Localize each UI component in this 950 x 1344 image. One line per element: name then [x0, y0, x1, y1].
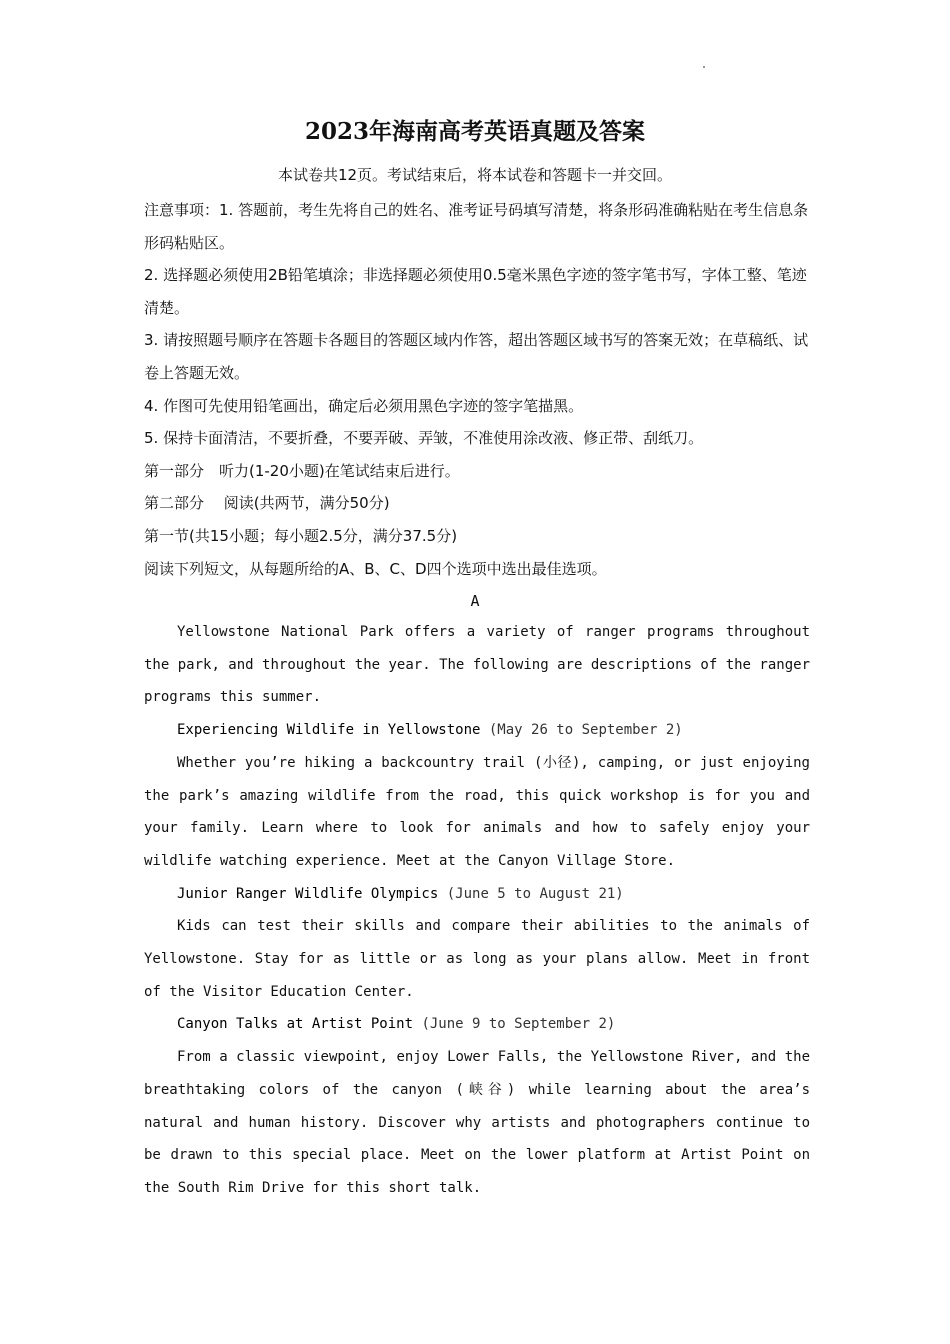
program-name: Experiencing Wildlife in Yellowstone [177, 722, 481, 739]
reading-passage-a [144, 616, 810, 1205]
program-description: Whether you’re hiking a backcountry trail (小径), camping, or just enjoying the park’s amazing wildlife from the road, this quick workshop is for you and your family. Learn where to look for animals and how to safely enjoy your wildlife watching experience. Meet at the Canyon Village Store. [144, 754, 810, 869]
instruction-note-1: 注意事项：1. 答题前，考生先将自己的姓名、准考证号码填写清楚，将条形码准确粘贴在考生信息条形码粘贴区。 [144, 201, 809, 252]
section-one-heading: 第一节(共15小题；每小题2.5分，满分37.5分) [144, 526, 458, 545]
instruction-note-2: 2. 选择题必须使用2B铅笔填涂；非选择题必须使用0.5毫米黑色字迹的签字笔书写，字体工整、笔迹清楚。 [144, 266, 807, 317]
program-description: Kids can test their skills and compare their abilities to the animals of Yellowstone. Stay for as little or as long as your plans allow. Meet in front of the Visitor Education Center. [144, 918, 810, 1000]
program-heading [144, 714, 810, 747]
instruction-note-5: 5. 保持卡面清洁，不要折叠，不要弄破、弄皱，不准使用涂改液、修正带、刮纸刀。 [144, 429, 704, 448]
page-title: 2023年海南高考英语真题及答案 [304, 118, 645, 145]
instruction-note-4: 4. 作图可先使用铅笔画出，确定后必须用黑色字迹的签字笔描黑。 [144, 396, 584, 415]
scan-dot [703, 66, 705, 68]
program-heading [144, 1008, 810, 1041]
program-name: Canyon Talks at Artist Point [177, 1016, 414, 1033]
instruction-note-3: 3. 请按照题号顺序在答题卡各题目的答题区域内作答，超出答题区域书写的答案无效；在草稿纸、试卷上答题无效。 [144, 331, 809, 382]
part-one-heading: 第一部分 听力(1-20小题)在笔试结束后进行。 [144, 461, 460, 480]
exam-subtitle: 本试卷共12页。考试结束后，将本试卷和答题卡一并交回。 [277, 166, 673, 184]
program-description: From a classic viewpoint, enjoy Lower Falls, the Yellowstone River, and the breathtaking colors of the canyon (峡谷) while learning about the area’s natural and human history. Discover why artists and photographers continue to be drawn to this special place. Meet on the lower platform at Artist Point on the South Rim Drive for this short talk. [144, 1049, 810, 1196]
passage-intro: Yellowstone National Park offers a variety of ranger programs throughout the park, and throughout the year. The following are descriptions of the ranger programs this summer. [144, 624, 810, 706]
program-name: Junior Ranger Wildlife Olympics [177, 885, 439, 902]
reading-directions: 阅读下列短文，从每题所给的A、B、C、D四个选项中选出最佳选项。 [144, 559, 607, 578]
program-dates: (May 26 to September 2) [480, 722, 683, 739]
program-dates: (June 9 to September 2) [413, 1016, 616, 1033]
exam-instructions [144, 194, 810, 585]
passage-letter: A [470, 592, 480, 610]
part-two-heading: 第二部分 阅读(共两节，满分50分) [144, 494, 390, 513]
program-heading [144, 878, 810, 911]
program-dates: (June 5 to August 21) [438, 885, 624, 902]
